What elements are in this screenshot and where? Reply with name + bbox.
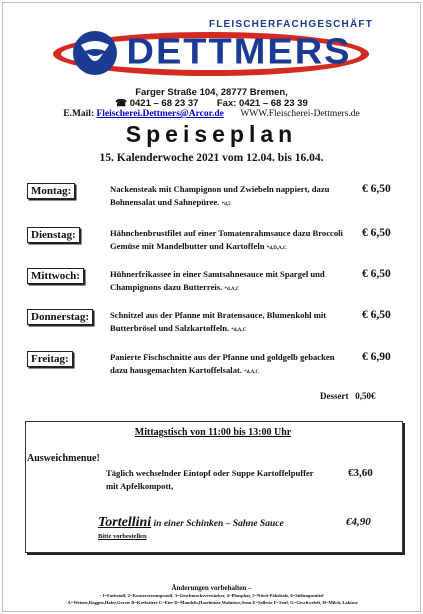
- allergen-codes: *d,A,C: [224, 287, 240, 292]
- lunch-title: Mittagstisch von 11:00 bis 13:00 Uhr: [134, 427, 292, 438]
- preorder-note: Bitte vorbestellen: [98, 533, 147, 540]
- email-link[interactable]: Fleischerei.Dettmers@Arcor.de: [96, 109, 224, 119]
- price-monday: € 6,50: [362, 183, 391, 195]
- menu-page: [2, 2, 421, 612]
- dish-text: Hühnerfrikassee in einer Samtsahnesauce mit Spargel und Champignons dazu Butterreis.: [110, 269, 325, 292]
- price-thursday: € 6,50: [362, 309, 391, 321]
- alternative-price: €3,60: [348, 467, 373, 479]
- brand-name: DETTMERS: [126, 32, 352, 72]
- dish-friday: [110, 351, 350, 379]
- allergen-codes: *d,5: [221, 202, 231, 207]
- changes-note: Änderungen vorbehalten –: [171, 584, 252, 592]
- day-label-friday: Freitag:: [27, 351, 73, 367]
- price-friday: € 6,90: [362, 351, 391, 363]
- business-type: FLEISCHERFACHGESCHÄFT: [208, 19, 373, 30]
- day-label-wednesday: Mittwoch:: [27, 268, 84, 284]
- price-wednesday: € 6,50: [362, 268, 391, 280]
- dish-wednesday: [110, 268, 350, 296]
- special-price: €4,90: [346, 516, 371, 528]
- alternative-label: Ausweichmenue!: [27, 453, 100, 464]
- alternative-text: Täglich wechselnder Eintopf oder Suppe Kartoffelpuffer mit Apfelkompott,: [106, 468, 314, 491]
- price-tuesday: € 6,50: [362, 227, 391, 239]
- day-label-thursday: Donnerstag:: [27, 309, 93, 325]
- dish-text: Nackensteak mit Champignon und Zwiebeln nappiert, dazu Bohnensalat und Sahnepüree.: [110, 184, 330, 207]
- dish-text: Hähnchenbrustfilet auf einer Tomatenrahmsauce dazu Broccoli Gemüse mit Mandelbutter und Kartoffeln: [110, 228, 343, 251]
- page-title: Speiseplan: [125, 121, 298, 147]
- dish-text: Schnitzel aus der Pfanne mit Bratensauce, Blumenkohl mit Butterbrösel und Salzkartoffeln.: [110, 310, 327, 333]
- dish-tuesday: [110, 227, 350, 255]
- dessert-price: Dessert 0,50€: [320, 391, 376, 401]
- allergen-codes: *d,A,C: [244, 370, 260, 375]
- special-rest: in einer Schinken – Sahne Sauce: [151, 519, 284, 529]
- special-big: Tortellini: [98, 515, 152, 530]
- email-web-line: [3, 109, 420, 119]
- allergen-legend-1: - 1=Farbstoff, 2=Konservierungsstoff, 3=Geschmacksverstärker, 4=Phosphat, 5=Nitrit-Pökelsalz, 6=Süßungsmittel: [99, 593, 324, 598]
- special-dish: [98, 515, 284, 531]
- allergen-codes: *d,A,C: [231, 328, 247, 333]
- allergen-legend-2: - A=Weizen,Roggen,Hafer,Gerste B=Krebstiere C=Eier D=Mandeln,Haselnüsse,Walnüsse,Senn E=Sellerie F=Senf, G=Geschwefelt, H=Milch, Laktose: [65, 600, 358, 605]
- address: Farger Straße 104, 28777 Bremen,: [135, 87, 288, 98]
- dish-text: Panierte Fischschnitte aus der Pfanne und goldgelb gebacken dazu hausgemachten Kartoffelsalat.: [110, 352, 335, 375]
- email-label: E.Mail:: [63, 109, 95, 119]
- website: WWW.Fleischerei-Dettmers.de: [240, 109, 360, 119]
- allergen-codes: *d,D,A,C: [266, 246, 287, 251]
- phone-fax: ☎ 0421 – 68 23 37 Fax: 0421 – 68 23 39: [115, 98, 308, 109]
- week-range: 15. Kalenderwoche 2021 vom 12.04. bis 16.04.: [99, 152, 324, 164]
- dish-thursday: [110, 309, 350, 337]
- day-label-tuesday: Dienstag:: [27, 227, 80, 243]
- dish-monday: [110, 183, 350, 211]
- day-label-monday: Montag:: [27, 183, 75, 199]
